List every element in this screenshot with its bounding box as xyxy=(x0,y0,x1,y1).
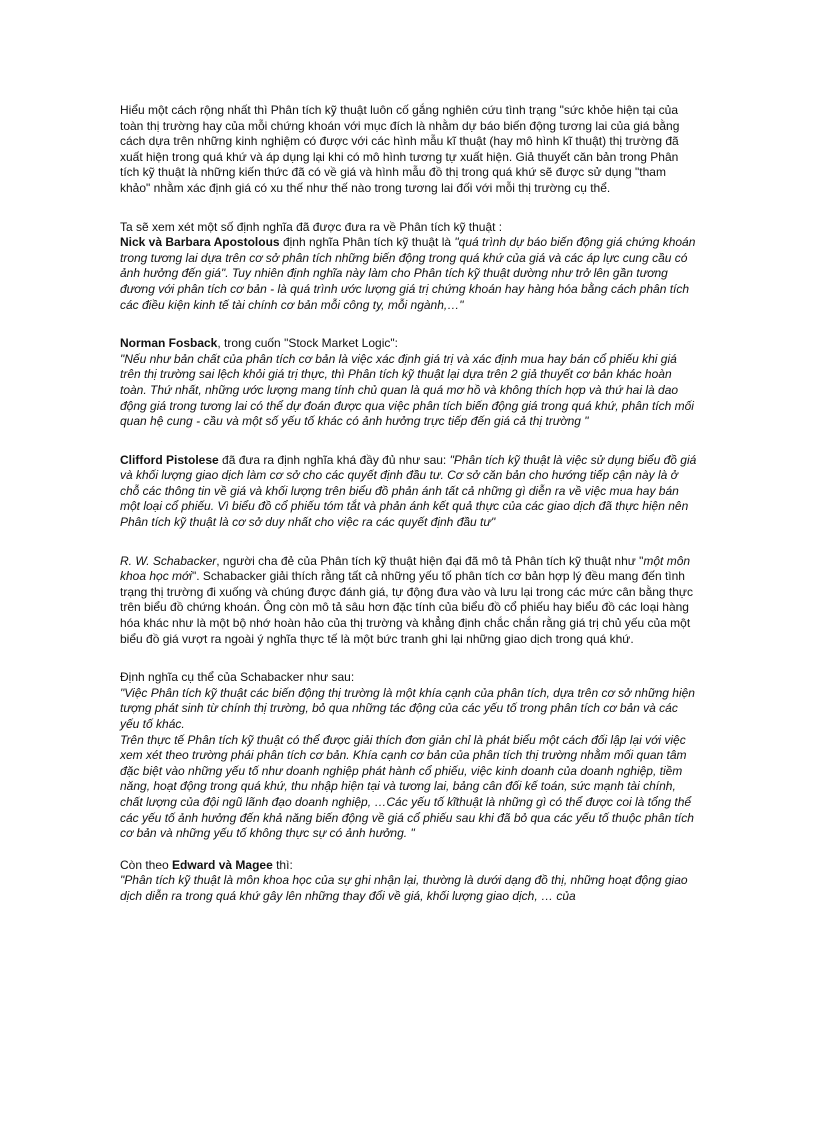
schabacker-quote-1: "Việc Phân tích kỹ thuật các biến động thị trường là một khía cạnh của phân tích, dựa trên cơ sở những hiện tượng phát sinh từ chính thị trường, bỏ qua những tác động của các yếu tố trong phân tích cơ bản và các yếu tố khác. xyxy=(120,685,695,731)
author-name: Nick và Barbara Apostolous xyxy=(120,235,280,250)
definition-quote: "quá trình dự báo biến động giá chứng khoán trong tương lai dựa trên cơ sở phân tích những biến động trong quá khứ của giá và các áp lực cung cầu có ảnh hưởng đến giá". Tuy nhiên định nghĩa này làm cho Phân tích kỹ thuật dường như trở lên gần tương đương với phân tích cơ bản - là quá trình ước lượng giá trị chứng khoán hay hàng hóa bằng cách phân tích các điều kiện kinh tế tài chính cơ bản mỗi công ty, mỗi ngành,…" xyxy=(120,235,696,312)
definition-fosback-heading: Norman Fosback, trong cuốn "Stock Market Logic": xyxy=(120,336,398,351)
intro-paragraph: Hiểu một cách rộng nhất thì Phân tích kỹ thuật luôn cố gắng nghiên cứu tình trạng "sức khỏe hiện tại của toàn thị trường hay của mỗi chứng khoán với mục đích là nhằm dự báo biến động tương lai của giá bằng cách dựa trên những kinh nghiệm có được với các hình mẫu kĩ thuật (hay mô hình kĩ thuật) thị trường đã xuất hiện trong quá khứ và áp dụng lại khi có mô hình tương tự xuất hiện. Giả thuyết căn bản trong Phân tích kỹ thuật là những kiến thức đã có về giá và hình mẫu đồ thị trong quá khứ sẽ được sử dụng "tham khảo" nhằm xác định giá có xu thế như thế nào trong tương lai đối với mỗi thị trường cụ thể. xyxy=(120,103,680,195)
edward-magee-quote: "Phân tích kỹ thuật là môn khoa học của sự ghi nhận lại, thường là dưới dạng đồ thị, những hoạt động giao dịch diễn ra trong quá khứ gây lên những thay đổi về giá, khối lượng giao dịch, … của xyxy=(120,873,688,903)
author-name: Edward và Magee xyxy=(172,857,273,872)
definition-schabacker: R. W. Schabacker, người cha đẻ của Phân tích kỹ thuật hiện đại đã mô tả Phân tích kỹ thuật như "một môn khoa học mới". Schabacker giải thích rằng tất cả những yếu tố phân tích cơ bản hợp lý đều mang đến tình trạng thị trường đi xuống và chúng được đánh giá, tự động đưa vào và lưu lại trong các mức cân bằng thực trên biểu đồ chứng khoán. Ông còn mô tả sâu hơn đặc tính của biểu đồ cổ phiếu hay biểu đồ các loại hàng hóa khác như là một bộ nhớ hoàn hảo của thị trường và khẳng định chắc chắn rằng giá trị chủ yếu của một biểu đồ giá vượt ra ngoài ý nghĩa thực tế là một bức tranh ghi lại những giao dịch trong quá khứ. xyxy=(120,553,693,646)
document-page xyxy=(120,103,698,905)
definition-edward-magee: Còn theo Edward và Magee thì: xyxy=(120,857,293,872)
definitions-lead: Ta sẽ xem xét một số định nghĩa đã được đưa ra về Phân tích kỹ thuật : xyxy=(120,219,503,234)
definition-apostolous: Nick và Barbara Apostolous định nghĩa Phân tích kỹ thuật là "quá trình dự báo biến động giá chứng khoán trong tương lai dựa trên cơ sở phân tích những biến động trong quá khứ của giá và các áp lực cung cầu có ảnh hưởng đến giá". Tuy nhiên định nghĩa này làm cho Phân tích kỹ thuật dường như trở lên gần tương đương với phân tích cơ bản - là quá trình ước lượng giá trị chứng khoán hay hàng hóa bằng cách phân tích các điều kiện kinh tế tài chính cơ bản mỗi công ty, mỗi ngành,…" xyxy=(120,235,696,312)
definition-quote: một môn khoa học mới xyxy=(120,553,691,584)
schabacker-quote-2: Trên thực tế Phân tích kỹ thuật có thể được giải thích đơn giản chỉ là phát biểu một cách đối lập lại với việc xem xét theo trường phái phân tích cơ bản. Khía cạnh cơ bản của phân tích thị trường nhằm mối quan tâm đặc biệt vào những yếu tố như doanh nghiệp phát hành cổ phiếu, việc kinh doanh của doanh nghiệp, tiềm năng, hoạt động trong quá khứ, thu nhập hiện tại và tương lai, bảng cân đối kế toán, sức mạnh tài chính, chất lượng của đội ngũ lãnh đạo doanh nghiệp, …Các yếu tố kĩthuật là những gì có thể được coi là tổng thể các yếu tố ảnh hưởng đến khả năng biến động về giá cổ phiếu sau khi đã bỏ qua các yếu tố thuộc phân tích cơ bản và những yếu tố không thực sự có ảnh hưởng. " xyxy=(120,732,694,841)
schabacker-definition-lead: Định nghĩa cụ thể của Schabacker như sau: xyxy=(120,670,355,685)
author-name: Clifford Pistolese xyxy=(120,452,219,467)
definition-quote: "Phân tích kỹ thuật là việc sử dụng biểu đồ giá và khối lượng giao dịch làm cơ sở cho các quyết định đầu tư. Cơ sở căn bản cho hướng tiếp cận này là ở chỗ các thông tin về giá và khối lượng trên biểu đồ phản ánh tất cả những gì diễn ra về việc mua hay bán một loại cổ phiếu. Vì biểu đồ cổ phiếu tóm tắt và phản ánh kết quả thực của các giao dịch đã thực hiện nên Phân tích kỹ thuật là cơ sở duy nhất cho việc ra các quyết định đầu tư" xyxy=(120,452,697,530)
author-name: Norman Fosback xyxy=(120,336,218,351)
definition-fosback-quote: "Nếu như bản chất của phân tích cơ bản là việc xác định giá trị và xác định mua hay bán cổ phiếu khi giá trên thị trường sai lệch khỏi giá trị thực, thì Phân tích kỹ thuật lại dựa trên 2 giả thuyết cơ bản khác hoàn toàn. Thứ nhất, những ước lượng mang tính chủ quan là quá mơ hồ và không thích hợp và thứ hai là dao động giá trong tương lai có thể dự đoán được qua việc phân tích biến động giá trong quá khứ, phân tích mối quan hệ cung - cầu và một số yếu tố khác có ảnh hưởng trực tiếp đến giá cả thị trường " xyxy=(120,351,694,429)
author-name: R. W. Schabacker xyxy=(120,553,217,568)
definition-pistolese: Clifford Pistolese đã đưa ra định nghĩa khá đầy đủ như sau: "Phân tích kỹ thuật là việc sử dụng biểu đồ giá và khối lượng giao dịch làm cơ sở cho các quyết định đầu tư. Cơ sở căn bản cho hướng tiếp cận này là ở chỗ các thông tin về giá và khối lượng trên biểu đồ phản ánh tất cả những gì diễn ra về việc mua hay bán một loại cổ phiếu. Vì biểu đồ cổ phiếu tóm tắt và phản ánh kết quả thực của các giao dịch đã thực hiện nên Phân tích kỹ thuật là cơ sở duy nhất cho việc ra các quyết định đầu tư" xyxy=(120,452,697,530)
